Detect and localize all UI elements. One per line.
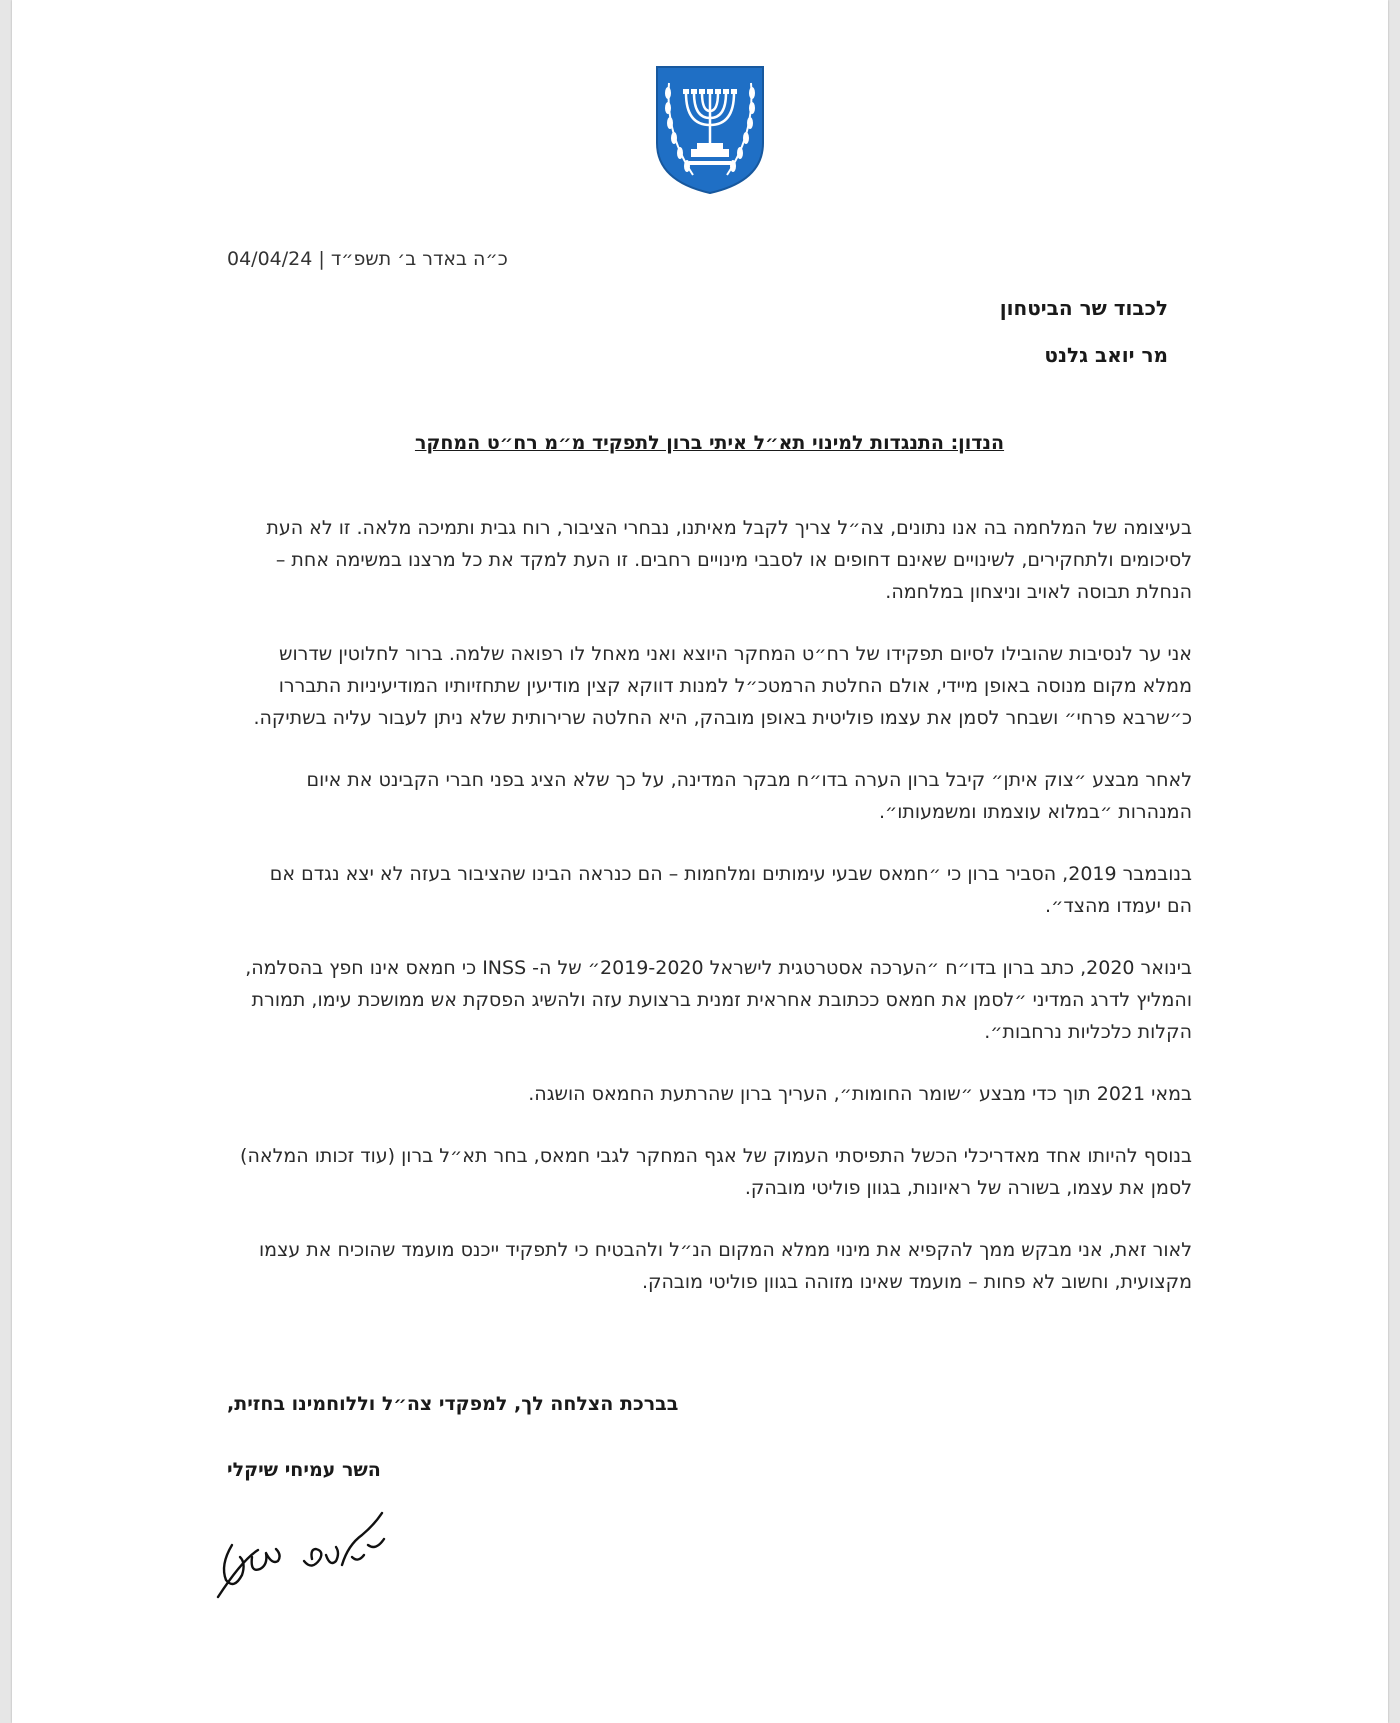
- letter-subject: הנדון: התנגדות למינוי תא״ל איתי ברון לתפקיד מ״מ רח״ט המחקר: [414, 432, 1005, 454]
- body-paragraph: בנובמבר 2019, הסביר ברון כי ״חמאס שבעי עימותים ומלחמות – הם כנראה הבינו שהציבור בעזה לא יצא נגדם אם הם יעמדו מהצד״.: [269, 863, 1192, 917]
- body-paragraph: בנוסף להיותו אחד מאדריכלי הכשל התפיסתי העמוק של אגף המחקר לגבי חמאס, בחר תא״ל ברון (עוד זכותו המלאה) לסמן את עצמו, בשורה של ראיונות, בגוון פוליטי מובהק.: [240, 1145, 1192, 1199]
- letter-body: [240, 512, 1192, 1328]
- body-paragraph: בעיצומה של המלחמה בה אנו נתונים, צה״ל צריך לקבל מאיתנו, נבחרי הציבור, רוח גבית ותמיכה מלאה. זו לא העת לסיכומים ולתחקירים, לשינויים שאינם דחופים או לסבבי מינויים רחבים. זו העת למקד את כל מרצנו במשימה אחת – הנחלת תבוסה לאויב וניצחון במלחמה.: [266, 517, 1192, 603]
- body-paragraph: לאחר מבצע ״צוק איתן״ קיבל ברון הערה בדו״ח מבקר המדינה, על כך שלא הציג בפני חברי הקבינט את איום המנהרות ״במלוא עוצמתו ומשמעותו״.: [306, 769, 1192, 823]
- handwritten-signature: [212, 1505, 412, 1600]
- state-emblem-icon: [653, 63, 767, 195]
- body-paragraph: במאי 2021 תוך כדי מבצע ״שומר החומות״, העריך ברון שהרתעת החמאס הושגה.: [528, 1083, 1192, 1105]
- letter-page: [12, 0, 1388, 1723]
- body-paragraph: אני ער לנסיבות שהובילו לסיום תפקידו של רח״ט המחקר היוצא ואני מאחל לו רפואה שלמה. ברור לחלוטין שדרוש ממלא מקום מנוסה באופן מיידי, אולם החלטת הרמטכ״ל למנות דווקא קצין מודיעין שתחזיותיו המודיעיניות התבררו כ״שרבא פרחי״ ושבחר לסמן את עצמו פוליטית באופן מובהק, היא החלטה שרירותית שלא ניתן לעבור עליה בשתיקה.: [253, 643, 1192, 729]
- signer-name: השר עמיחי שיקלי: [227, 1459, 381, 1481]
- recipient-name: מר יואב גלנט: [1044, 343, 1168, 367]
- letter-date: כ״ה באדר ב׳ תשפ״ד | 04/04/24: [227, 248, 508, 270]
- body-paragraph: בינואר 2020, כתב ברון בדו״ח ״הערכה אסטרטגית לישראל 2019-2020״ של ה- INSS כי חמאס אינו חפץ בהסלמה, והמליץ לדרג המדיני ״לסמן את חמאס ככתובת אחראית זמנית ברצועת עזה ולהשיג הפסקת אש ממושכת עימו, תמורת הקלות כלכליות נרחבות״.: [245, 957, 1192, 1043]
- recipient-title: לכבוד שר הביטחון: [999, 296, 1168, 320]
- letter-closing: בברכת הצלחה לך, למפקדי צה״ל וללוחמינו בחזית,: [227, 1393, 679, 1415]
- body-paragraph: לאור זאת, אני מבקש ממך להקפיא את מינוי ממלא המקום הנ״ל ולהבטיח כי לתפקיד ייכנס מועמד שהוכיח את עצמו מקצועית, וחשוב לא פחות – מועמד שאינו מזוהה בגוון פוליטי מובהק.: [259, 1239, 1192, 1293]
